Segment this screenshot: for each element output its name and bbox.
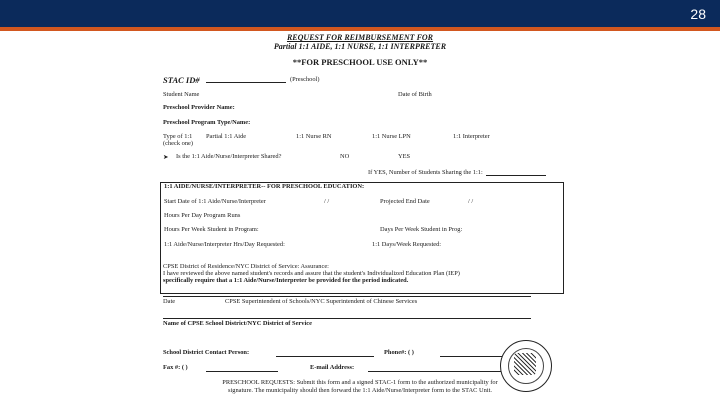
end-date-value: / /	[468, 198, 474, 205]
signature-date-label: Date	[163, 298, 176, 305]
shared-no-option[interactable]: NO	[340, 153, 350, 160]
start-date-value: / /	[324, 198, 330, 205]
form-title-line2: Partial 1:1 AIDE, 1:1 NURSE, 1:1 INTERPRETER	[273, 42, 447, 51]
students-sharing-line	[486, 175, 546, 176]
footer-line2: signature. The municipality should then forward the 1:1 Aide/Nurse/Interpreter form to the STAC Unit.	[228, 387, 492, 394]
shared-yes-option[interactable]: YES	[398, 153, 411, 160]
cpse-district-label: CPSE District of Residence/NYC District of Service: Assurance:	[163, 263, 329, 270]
contact-person-label: School District Contact Person:	[163, 349, 250, 356]
option-interpreter[interactable]: 1:1 Interpreter	[453, 133, 490, 140]
dob-label: Date of Birth	[398, 91, 432, 98]
phone-label: Phone#: ( )	[384, 349, 414, 356]
hours-per-week-label: Hours Per Week Student in Program:	[164, 226, 259, 233]
email-line	[368, 371, 518, 372]
box-title: 1:1 AIDE/NURSE/INTERPRETER-- FOR PRESCHOOL EDUCATION:	[164, 183, 365, 190]
hours-requested-label: 1:1 Aide/Nurse/Interpreter Hrs/Day Requested:	[164, 241, 285, 248]
fax-line	[206, 371, 278, 372]
form-title-line1: REQUEST FOR REIMBURSEMENT FOR	[286, 33, 434, 42]
days-requested-label: 1:1 Days/Week Requested:	[372, 241, 442, 248]
end-date-label: Projected End Date	[380, 198, 430, 205]
page-number: 28	[690, 6, 706, 22]
program-type-label: Preschool Program Type/Name:	[163, 119, 251, 126]
district-name-label: Name of CPSE School District/NYC District of Service	[163, 320, 312, 327]
arrow-bullet-icon: ➤	[163, 154, 169, 161]
shared-question: Is the 1:1 Aide/Nurse/Interpreter Shared?	[176, 153, 282, 160]
provider-name-label: Preschool Provider Name:	[163, 104, 235, 111]
email-label: E-mail Address:	[310, 364, 355, 371]
stac-id-note: (Preschool)	[290, 76, 320, 83]
type-of-label: Type of 1:1	[163, 133, 193, 140]
stac-id-line	[206, 82, 286, 83]
assurance-line1: I have reviewed the above named student's records and assure that the student's Individualized Education Plan (IEP)	[163, 270, 460, 277]
fax-label: Fax #: ( )	[163, 364, 188, 371]
student-name-label: Student Name	[163, 91, 200, 98]
signature-title-label: CPSE Superintendent of Schools/NYC Superintendent of Chinese Services	[225, 298, 418, 305]
slide-header-bar	[0, 0, 720, 30]
assurance-line2: specifically require that a 1:1 Aide/Nurse/Interpreter be provided for the period indicated.	[163, 277, 409, 284]
days-per-week-label: Days Per Week Student in Prog:	[380, 226, 463, 233]
stac-id-label: STAC ID#	[163, 75, 200, 85]
option-nurse-rn[interactable]: 1:1 Nurse RN	[296, 133, 332, 140]
hours-per-day-label: Hours Per Day Program Runs	[164, 212, 241, 219]
footer-line1: PRESCHOOL REQUESTS: Submit this form and a signed STAC-1 form to the authorized municipality for	[222, 379, 498, 386]
phone-line	[440, 356, 510, 357]
option-partial-aide[interactable]: Partial 1:1 Aide	[206, 133, 247, 140]
option-nurse-lpn[interactable]: 1:1 Nurse LPN	[372, 133, 411, 140]
state-seal-icon	[500, 340, 552, 392]
type-of-sub-label: (check one)	[163, 140, 193, 147]
preschool-only-label: **FOR PRESCHOOL USE ONLY**	[292, 57, 428, 67]
if-yes-label: If YES, Number of Students Sharing the 1:1:	[368, 169, 483, 176]
district-name-line	[163, 318, 531, 319]
start-date-label: Start Date of 1:1 Aide/Nurse/Interpreter	[164, 198, 266, 205]
contact-person-line	[276, 356, 374, 357]
header-accent-stripe	[0, 27, 720, 31]
signature-line	[163, 296, 531, 297]
